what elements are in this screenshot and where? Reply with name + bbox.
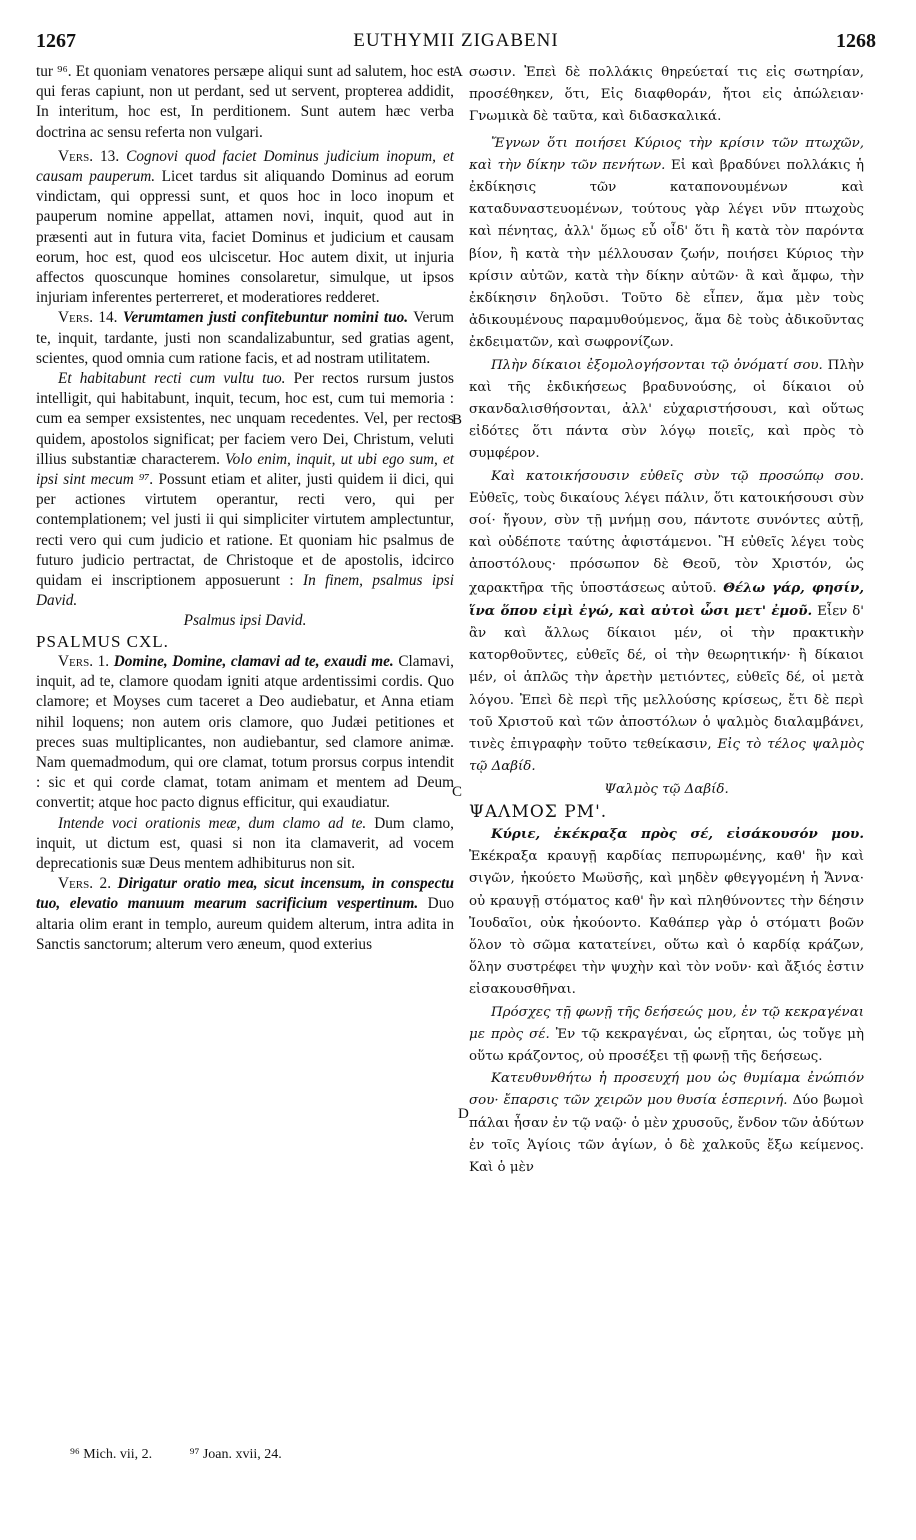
margin-marker-c: C [452, 784, 463, 800]
left-page-number: 1267 [36, 30, 76, 52]
page-header [36, 30, 876, 60]
running-title: EUTHYMII ZIGABENI [353, 30, 559, 51]
latin-intende [36, 814, 454, 875]
verse-commentary: Per rectos rursum justos intelligit, qui habitabunt, inquit, tecum, hoc est, cum tui memoria : cum ea semper exsistentes, nec unquam recedentes. Vel, per rectos quidem, apostolos significat; per faciem vero Dei, Christum, veluti illius substantiæ characterem. [36, 370, 454, 468]
verse-commentary: Dum clamo, inquit, ut dictum est, quasi si non ita clamaverit, ad vocem deprecationis suæ Deus mentem adhibiturus non sit. [36, 814, 454, 872]
footnote-96: ⁹⁶ Mich. vii, 2. [70, 1447, 153, 1462]
verse-commentary: Πλὴν καὶ τῆς ἐκδικήσεως βραδυνούσης, οἱ δίκαιοι οὐ σκανδαλισθήσονται, ἀλλ' εὐχαριστήσουσι, καὶ οὕτως εἰδότες ὅτι πάντα σὺν λόγῳ ποιεῖς, καὶ πρὸς τὸ συμφέρον. [469, 357, 864, 462]
verse-lemma: Καὶ κατοικήσουσιν εὐθεῖς σὺν τῷ προσώπῳ σου. [491, 468, 864, 484]
latin-paragraph: tur ⁹⁶. Et quoniam venatores persæpe aliqui sunt ad salutem, hoc est qui feras capiunt, non ut perdant, sed ut servent, propterea addidit, In interitum, hoc est, In perditionem. Sunt autem hæc verba doctrina ac sensu referta non vulgari. [36, 63, 454, 141]
verse-lemma: Ἔγνων ὅτι ποιήσει Κύριος τὴν κρίσιν τῶν πτωχῶν, καὶ τὴν δίκην τῶν πενήτων. [469, 135, 864, 173]
psalm-subtitle: Ψαλμὸς τῷ Δαβίδ. [604, 781, 729, 797]
verse-commentary: Δύο βωμοὶ πάλαι ἦσαν ἐν τῷ ναῷ· ὁ μὲν χρυσοῦς, ἔνδον τῶν ἀδύτων ἐν τοῖς Ἁγίοις τῶν ἁγίων, ὁ δὲ χαλκοῦς ἔξω κείμενος. Καὶ ὁ μὲν [469, 1093, 864, 1175]
verse-commentary: Ἐκέκραξα κραυγῇ καρδίας πεπυρωμένης, καθ' ἣν καὶ σιγῶν, ἠκούετο Μωϋσῆς, καὶ μηδὲν φθεγγομένη ἡ Ἄννα· οὐ κραυγῇ στόματος καθ' ἣν καὶ πληθύνοντες τὴν δέησιν Ἰουδαῖοι, οὐκ ἠκούοντο. Καθάπερ γὰρ ὁ στόματι βοῶν ὅλον τὸ σῶμα κατατείνει, οὕτω καὶ ὁ καρδίᾳ κράζων, ὅλην συστρέφει τὴν ψυχὴν καὶ τὸν νοῦν· καὶ ἄξιός ἐστιν εἰσακουσθῆναι. [469, 849, 864, 998]
verse-commentary: Possunt etiam et aliter, justi quidem ii dici, qui per actiones virtutem operantur, recti vero, qui per contemplationem; vel justi ii qui simpliciter virtutem amplectuntur, recti vero qui cum judicio et ratione. Et quoniam hic psalmus de futuro judicio pertractat, de Christoque et de apostolis, idcirco quidam ei inscriptionem apposuerunt : [36, 471, 454, 590]
verse-lemma: Πλὴν δίκαιοι ἐξομολογήσονται τῷ ὀνόματί σου. [491, 357, 823, 373]
psalm-subtitle: Psalmus ipsi David. [183, 612, 307, 630]
verse-commentary: Licet tardus sit aliquando Dominus ad eorum vindictam, qui oppressi sunt, et quos hoc in loco inopum et pauperum nomine appellat, attamen novi, inquit, quod aut in præsenti aut in futura vita, faciet Dominus et judicium et causam eorum, hoc est, quod eos ulciscetur. Hoc autem dixit, ut injuria affectos quoscunque homines consolaretur, simulque, ut ipsos injuriam inferentes perterreret, et moderatiores redderet. [36, 168, 454, 307]
verse-commentary: Duo altaria olim erant in templo, aureum quidem alterum, intra adita in Sanctis sanctorum; alterum vero æneum, quod exterius [36, 895, 454, 953]
verse-lemma: Κατευθυνθήτω ἡ προσευχή μου ὡς θυμίαμα ἐνώπιόν σου· ἔπαρσις τῶν χειρῶν μου θυσία ἑσπερινή. [469, 1071, 864, 1109]
latin-verse-13 [36, 147, 454, 309]
margin-marker-d: D [458, 1106, 469, 1122]
greek-verse-13 [469, 133, 864, 355]
right-page-number: 1268 [836, 30, 876, 52]
verse-lemma: Cognovi quod faciet Dominus judicium inopum, et causam pauperum. [36, 147, 454, 186]
verse-lemma: Intende voci orationis meæ, dum clamo ad te. [58, 814, 367, 832]
verse-label: Vers. 14. [58, 309, 118, 327]
verse-lemma: Et habitabunt recti cum vultu tuo. [58, 370, 286, 388]
inscription: Εἰς τὸ τέλος ψαλμὸς τῷ Δαβίδ. [469, 737, 864, 775]
verse-commentary: Clamavi, inquit, ad te, clamore quodam igniti atque ardentissimi cordis. Quo clamore; et Moyses cum taceret a Deo audiebatur, et Anna etiam nihil loquens; non autem oris clamore, quo Judæi petitiones et preces suas multiplicantes, non audiebantur, sed clamore animæ. Nam quemadmodum, qui ore clamat, totum prorsus corpus intendit : sic et qui corde clamat, totam animam et mentem ad Deum convertit; atque hoc pacto dignus efficitur, qui exaudiatur. [36, 652, 454, 812]
verse-lemma: Πρόσχες τῇ φωνῇ τῆς δεήσεώς μου, ἐν τῷ κεκραγέναι με πρὸς σέ. [469, 1004, 864, 1042]
greek-verse-14 [469, 355, 864, 466]
verse-lemma: Dirigatur oratio mea, sicut incensum, in conspectu tuo, elevatio manuum mearum sacrificium vespertinum. [36, 875, 455, 913]
verse-label: Vers. 13. [58, 147, 120, 165]
latin-verse-14 [36, 308, 454, 369]
latin-column [36, 62, 454, 955]
verse-commentary: Verum te, inquit, tardante, justi non scandalizabuntur, sed gratias agent, scientes, quod omnia cum ratione facis, et ad nostram utilitatem. [36, 309, 454, 367]
greek-intende [469, 1002, 864, 1069]
greek-verse-1 [469, 823, 864, 1002]
psalm-title: ΨΑΛΜΟΣ ΡΜ'. [469, 801, 608, 822]
scripture-quote: Θέλω γάρ, φησίν, ἵνα ὅπου εἰμὶ ἐγώ, καὶ αὐτοὶ ὦσι μετ' ἐμοῦ. [469, 579, 864, 619]
inscription: In finem, psalmus ipsi David. [36, 572, 454, 610]
greek-verse-2 [469, 1068, 864, 1179]
verse-commentary: Ἐν τῷ κεκραγέναι, ὡς εἴρηται, ὡς τοὔγε μὴ οὕτω κράζοντος, οὐ προσέξει τῇ φωνῇ τῆς δεήσεως. [469, 1026, 865, 1064]
verse-label: Vers. 2. [58, 875, 112, 893]
latin-verse-1 [36, 652, 454, 814]
latin-verse-2 [36, 874, 454, 955]
verse-lemma: Verumtamen justi confitebuntur nomini tuo. [122, 309, 409, 327]
greek-habitabunt [469, 466, 864, 779]
footnote-97: ⁹⁷ Joan. xvii, 24. [189, 1447, 282, 1462]
psalm-title: PSALMUS CXL. [36, 631, 169, 651]
footnotes [70, 1447, 316, 1463]
latin-habitabunt [36, 369, 454, 611]
verse-commentary: Εὐθεῖς, τοὺς δικαίους λέγει πάλιν, ὅτι κατοικήσουσι σὺν σοί· ἤγουν, σὺν τῇ μνήμῃ σου, πάντοτε συνόντες αὐτῇ, καὶ οὐδέποτε ταύτης ἀφιστάμενοι. Ἢ εὐθεῖς λέγει τοὺς ἀποστόλους· πρόσωπον δὲ Θεοῦ, τὸν Χριστόν, ὡς χαρακτῆρα τῆς ὑποστάσεως αὐτοῦ. [469, 490, 864, 596]
greek-column [469, 62, 864, 1179]
margin-marker-b: B [452, 412, 463, 428]
verse-commentary: Εἰ καὶ βραδύνει πολλάκις ἡ ἐκδίκησις τῶν καταπονουμένων καὶ καταδυναστευομένων, τούτους γὰρ λέγει νῦν πτωχοὺς καὶ πένητας, ἀλλ' ὅμως εὖ οἶδ' ὅτι ἢ κατὰ τὸν παρόντα βίον, ἢ κατὰ τὴν μέλλουσαν ζωήν, ποιήσει Κύριος τὴν κρίσιν αὐτῶν, κατὰ τὴν δίκην αὐτῶν· ἃ καὶ ἄμφω, τὴν ἐκδίκησιν δηλοῦσι. Τοῦτο δὲ εἶπεν, ἅμα μὲν τοὺς ἀδικουμένους παραμυθούμενος, ἅμα δὲ τοὺς ἀδικοῦντας ἐκδειματῶν, καὶ σωφρονίζων. [469, 157, 864, 351]
verse-label: Vers. 1. [58, 652, 110, 670]
verse-commentary: Εἶεν δ' ἂν καὶ ἄλλως δίκαιοι μέν, οἱ τὴν πρακτικὴν κατορθοῦντες, εὐθεῖς δέ, οἱ τὴν θεωρητικήν· ἢ δίκαιοι μέν, οἱ ἁπλῶς τὴν ἀρετὴν μετιόντες, εὐθεῖς δέ, οἱ μετὰ λόγου. Ἐπεὶ δὲ περὶ τῆς μελλούσης κρίσεως, ἔτι δὲ περὶ τοῦ Χριστοῦ καὶ τῶν ἀποστόλων ὁ ψαλμὸς διαλαμβάνει, τινὲς ἐπιγραφὴν τοῦτο τεθείκασιν, [469, 603, 864, 753]
scripture-quote: Volo enim, inquit, ut ubi ego sum, et ipsi sint mecum ⁹⁷. [36, 450, 454, 489]
verse-lemma: Κύριε, ἐκέκραξα πρὸς σέ, εἰσάκουσόν μου. [491, 825, 864, 842]
margin-marker-a: A [452, 64, 463, 80]
verse-lemma: Domine, Domine, clamavi ad te, exaudi me. [113, 652, 394, 670]
greek-paragraph: σωσιν. Ἐπεὶ δὲ πολλάκις θηρεύεταί τις εἰς σωτηρίαν, προσέθηκεν, ὅτι, Εἰς διαφθοράν, ἤτοι εἰς ἀπώλειαν· Γνωμικὰ δὲ ταῦτα, καὶ διδασκαλικά. [469, 65, 864, 125]
